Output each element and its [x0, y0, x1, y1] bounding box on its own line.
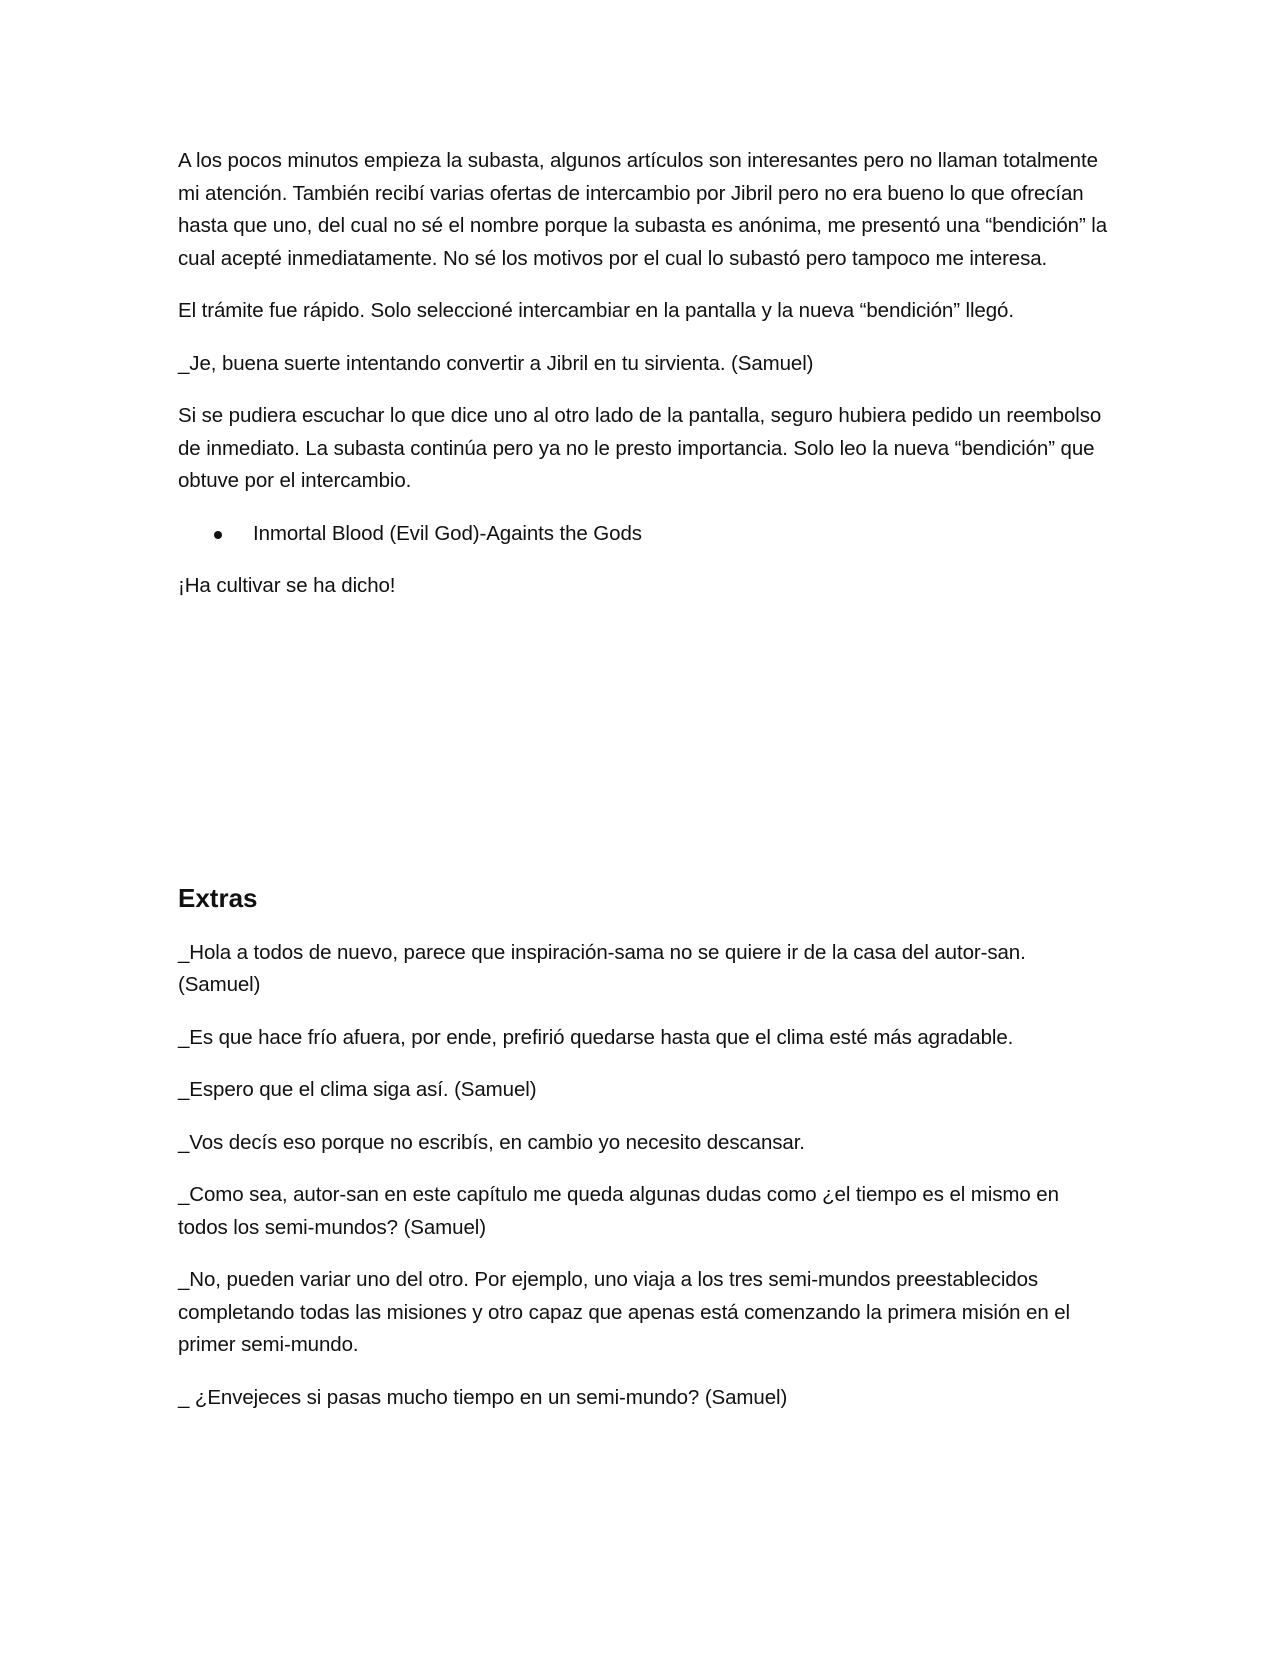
extras-dialogue-line: _Espero que el clima siga así. (Samuel)	[178, 1078, 537, 1101]
extras-dialogue-line: _No, pueden variar uno del otro. Por ejemplo, uno viaja a los tres semi-mundos preestablecidos completando todas las misiones y otro capaz que apenas está comenzando la primera misión en el primer semi-mundo.	[178, 1268, 1070, 1356]
blessing-list	[178, 518, 1108, 551]
page-spacer	[178, 623, 1108, 881]
document-page	[178, 145, 1108, 1434]
extras-dialogue-line: _Es que hace frío afuera, por ende, prefirió quedarse hasta que el clima esté más agradable.	[178, 1025, 1014, 1049]
paragraph-auction-start: A los pocos minutos empieza la subasta, algunos artículos son interesantes pero no llaman totalmente mi atención. También recibí varias ofertas de intercambio por Jibril pero no era bueno lo que ofrecían hasta que uno, del cual no sé el nombre porque la subasta es anónima, me presentó una “bendición” la cual acepté inmediatamente. No sé los motivos por el cual lo subastó pero tampoco me interesa.	[178, 149, 1108, 270]
bullet-icon	[214, 531, 222, 539]
extras-heading: Extras	[178, 882, 258, 913]
extras-dialogue-line: _Vos decís eso porque no escribís, en cambio yo necesito descansar.	[178, 1130, 805, 1154]
list-item	[178, 518, 1108, 551]
extras-dialogue-line: _ ¿Envejeces si pasas mucho tiempo en un semi-mundo? (Samuel)	[178, 1385, 788, 1409]
paragraph-refund: Si se pudiera escuchar lo que dice uno al otro lado de la pantalla, seguro hubiera pedido un reembolso de inmediato. La subasta continúa pero ya no le presto importancia. Solo leo la nueva “bendición” que obtuve por el intercambio.	[178, 404, 1102, 492]
extras-dialogue-line: _Hola a todos de nuevo, parece que inspiración-sama no se quiere ir de la casa del autor-san. (Samuel)	[178, 940, 1026, 996]
closing-line: ¡Ha cultivar se ha dicho!	[178, 574, 396, 597]
dialogue-line: _Je, buena suerte intentando convertir a Jibril en tu sirvienta. (Samuel)	[178, 351, 814, 375]
paragraph-exchange: El trámite fue rápido. Solo seleccioné intercambiar en la pantalla y la nueva “bendición” llegó.	[178, 299, 1014, 322]
extras-dialogue-line: _Como sea, autor-san en este capítulo me queda algunas dudas como ¿el tiempo es el mismo en todos los semi-mundos? (Samuel)	[178, 1183, 1059, 1239]
list-item-text: Inmortal Blood (Evil God)-Againts the Gods	[253, 521, 642, 545]
